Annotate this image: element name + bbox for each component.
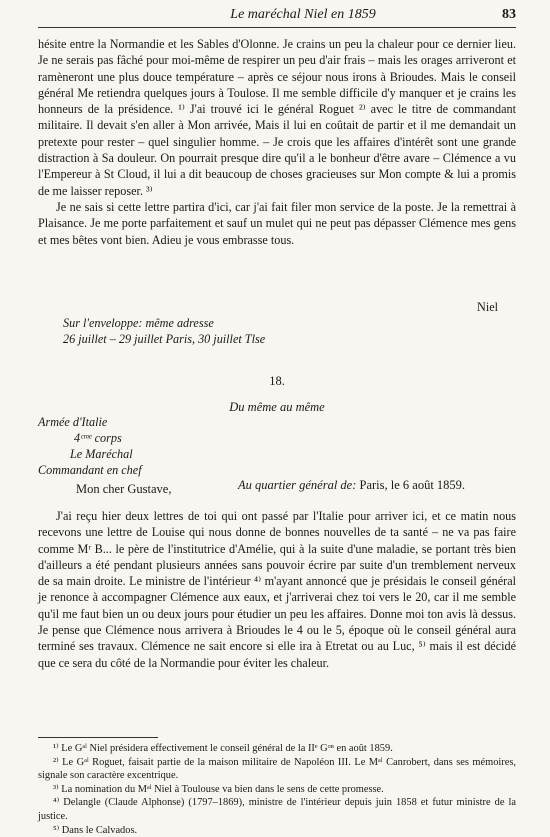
header-rule (38, 27, 516, 28)
dateline (238, 478, 465, 493)
greeting: Mon cher Gustave, (76, 482, 172, 496)
page-number: 83 (502, 7, 516, 22)
envelope-note (63, 315, 265, 347)
dateline-italic: Au quartier général de: (238, 478, 357, 492)
letter-number: 18. (269, 374, 285, 388)
footnote: ¹⁾ Le Gᵃˡ Niel présidera effectivement le conseil général de la IIᵉ Gᵒⁿ en août 1859. (53, 743, 393, 754)
page-header (38, 7, 516, 25)
letterhead-line: 4ᶜᵐᵉ corps (74, 431, 122, 445)
envelope-line: 26 juillet – 29 juillet Paris, 30 juillet Tlse (63, 332, 266, 346)
footnote: ²⁾ Le Gᵃˡ Roguet, faisait partie de la maison militaire de Napoléon III. Le Mᵃˡ Canrobert, dans ses mémoires, signale son caractère excentrique. (38, 756, 516, 782)
running-title: Le maréchal Niel en 1859 (230, 7, 376, 22)
footnote: ⁴⁾ Delangle (Claude Alphonse) (1797–1869), ministre de l'intérieur depuis juin 1858 et futur ministre de la justice. (38, 797, 516, 822)
footnotes (38, 742, 516, 837)
paragraph: hésite entre la Normandie et les Sables d'Olonne. Je crains un peu la chaleur pour ce dernier lieu. Je ne serais pas fâché pour moi-même de respirer un peu d'air frais – mais les orages arriveront et ramèneront une plus douce température – après ce séjour nous irons à Brioudes. Mais le conseil général Me retiendra quelques jours à Toulose. Il me semble difficile d'y manquer et je crains les honneurs de la présidence. ¹⁾ J'ai trouvé ici le général Roguet ²⁾ avec le titre de commandant militaire. Il devait s'en aller à Mon arrivée, Mais il lui en coûtait de partir et il me demandait un pretexte pour rester – quel singulier homme. – Je crois que les affaires d'intérêt sont une grande distraction à Sa douleur. On pourrait presque dire qu'il a le bonheur d'être avare – Clémence a vu l'Empereur à St Cloud, il lui a dit beaucoup de choses gracieuses sur Mon compte & lui a promis de me laisser reposer. ³⁾ (38, 37, 516, 198)
footnote-rule (38, 737, 158, 738)
letter-17-continuation (38, 36, 516, 248)
footnote: ⁵⁾ Dans le Calvados. (53, 824, 138, 836)
dateline-place-date: Paris, le 6 août 1859. (356, 478, 466, 492)
letterhead-line: Commandant en chef (38, 463, 142, 477)
letter-heading: Du même au même (229, 400, 325, 414)
letterhead (38, 414, 142, 478)
letter-18-body (38, 508, 516, 671)
footnote: ³⁾ La nomination du Mᵃˡ Niel à Toulouse va bien dans le sens de cette promesse. (53, 783, 384, 795)
letterhead-line: Le Maréchal (70, 447, 133, 461)
letterhead-line: Armée d'Italie (38, 415, 108, 429)
paragraph: J'ai reçu hier deux lettres de toi qui ont passé par l'Italie pour arriver ici, et ce matin nous recevons une lettre de Louise qui nous donne de bonnes nouvelles de ta santé – ne va pas faire comme Mʳ B... le père de l'institutrice d'Amélie, qui à la suite d'une maladie, se portant très bien d'ailleurs a été pendant plusieurs années sans pouvoir écrire par suite d'un tremblement nerveux de sa main droite. Le ministre de l'intérieur ⁴⁾ m'ayant annoncé que je présidais le conseil général je renonce à accompagner Clémence aux eaux, et j'arriverai chez toi vers le 20, car il me semble qu'il me faut bien un ou deux jours pour étudier un peu les affaires. Donne moi ton avis là dessus. Je pense que Clémence nous arrivera à Brioudes le 4 ou le 5, époque où le conseil général aura terminé ses travaux. Clémence ne sait encore si elle ira à Etretat ou au Luc, ⁵⁾ mais il est décidé que ce sera du côté de la Normandie pour éviter les chaleur. (38, 509, 516, 670)
envelope-line: Sur l'enveloppe: même adresse (63, 316, 214, 330)
paragraph: Je ne sais si cette lettre partira d'ici, car j'ai fait filer mon service de la poste. Je la remettrai à Plaisance. Je me porte parfaitement et sauf un mulet qui ne peut pas dépasser Clémence mes gens et mes bêtes vont bien. Adieu je vous embrasse tous. (38, 199, 516, 247)
signature: Niel (477, 300, 498, 314)
